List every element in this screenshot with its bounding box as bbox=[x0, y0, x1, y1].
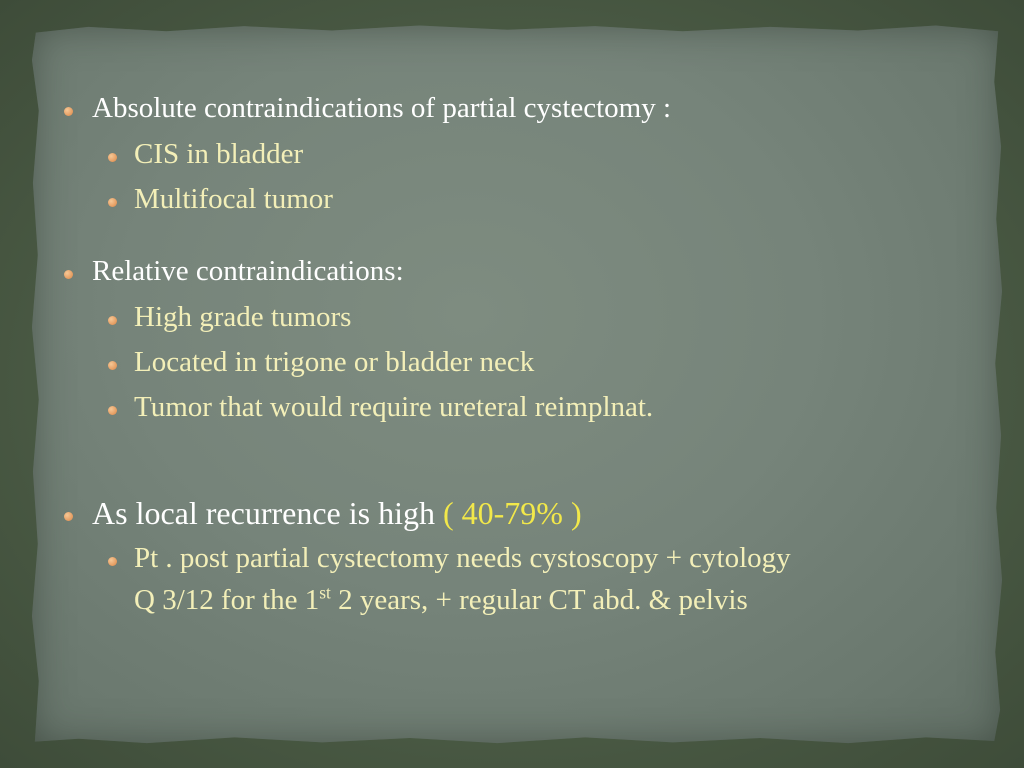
sub-bullet-high-grade: High grade tumors bbox=[134, 301, 352, 333]
bullet-dot-icon bbox=[108, 557, 117, 566]
recurrence-percentage: ( 40-79% ) bbox=[442, 495, 582, 531]
bullet-relative-contraindications: Relative contraindications: bbox=[92, 255, 404, 287]
bullet-dot-icon bbox=[108, 198, 117, 207]
bullet-absolute-contraindications: Absolute contraindications of partial cystectomy : bbox=[92, 92, 672, 124]
followup-superscript: st bbox=[319, 582, 331, 603]
sub-bullet-ureteral: Tumor that would require ureteral reimplnat. bbox=[134, 391, 654, 423]
sub-bullet-cis: CIS in bladder bbox=[134, 138, 304, 170]
sub-bullet-followup-line1: Pt . post partial cystectomy needs cystoscopy + cytology bbox=[134, 542, 791, 574]
bullet-local-recurrence bbox=[92, 495, 582, 532]
bullet-dot-icon bbox=[108, 361, 117, 370]
bullet-dot-icon bbox=[108, 153, 117, 162]
recurrence-text: As local recurrence is high bbox=[92, 495, 435, 531]
bullet-dot-icon bbox=[108, 406, 117, 415]
bullet-dot-icon bbox=[108, 316, 117, 325]
bullet-dot-icon bbox=[64, 107, 73, 116]
sub-bullet-followup-line2 bbox=[134, 584, 748, 617]
bullet-dot-icon bbox=[64, 512, 73, 521]
sub-bullet-multifocal: Multifocal tumor bbox=[134, 183, 333, 215]
followup-text-b: 2 years, + regular CT abd. & pelvis bbox=[330, 584, 748, 616]
followup-text-a: Q 3/12 for the 1 bbox=[134, 584, 320, 616]
sub-bullet-trigone: Located in trigone or bladder neck bbox=[134, 346, 535, 378]
bullet-dot-icon bbox=[64, 270, 73, 279]
